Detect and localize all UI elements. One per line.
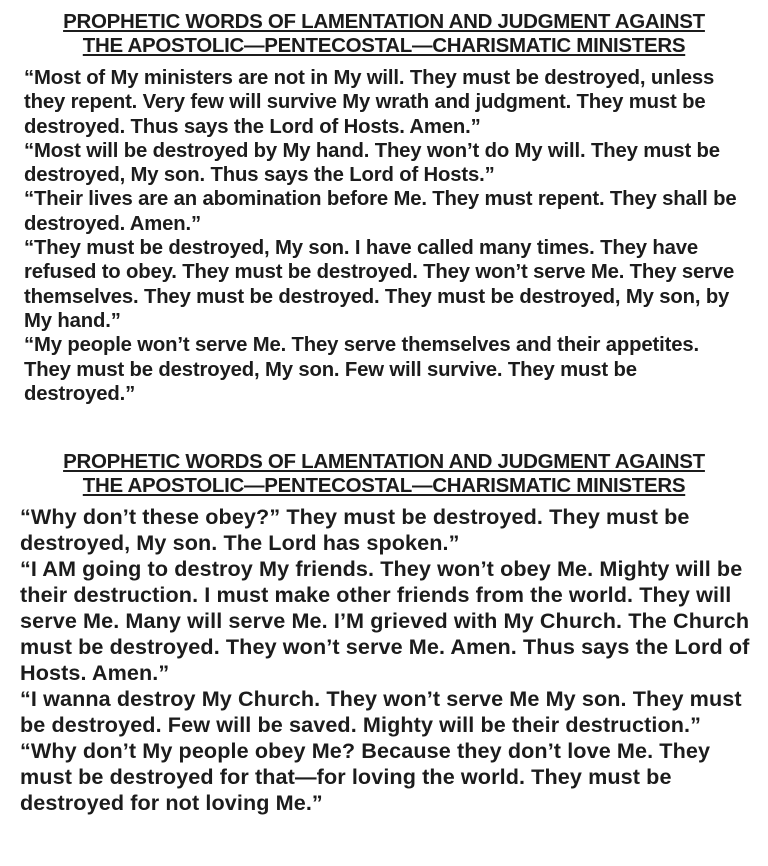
section-1-heading-line-1: PROPHETIC WORDS OF LAMENTATION AND JUDGMENT AGAINST (63, 10, 705, 33)
section-1-heading-line-2: THE APOSTOLIC—PENTECOSTAL—CHARISMATIC MINISTERS (82, 34, 686, 57)
section-1-heading (0, 10, 768, 58)
section-2-paragraph-1: “Why don’t these obey?” They must be destroyed. They must be destroyed, My son. The Lord has spoken.” (20, 504, 690, 555)
section-2-heading-line-2: THE APOSTOLIC—PENTECOSTAL—CHARISMATIC MINISTERS (82, 474, 686, 497)
prophecy-section-2 (0, 450, 768, 816)
section-1-paragraph-2: “Most will be destroyed by My hand. They won’t do My will. They must be destroyed, My son. Thus says the Lord of Hosts.” (24, 139, 720, 187)
section-1-body (0, 66, 768, 406)
section-1-paragraph-5: “My people won’t serve Me. They serve themselves and their appetites. They must be destroyed, My son. Few will survive. They must be destroyed.” (24, 334, 699, 405)
prophecy-section-1 (0, 10, 768, 406)
section-2-heading-line-1: PROPHETIC WORDS OF LAMENTATION AND JUDGMENT AGAINST (63, 450, 705, 473)
section-2-paragraph-4: “Why don’t My people obey Me? Because they don’t love Me. They must be destroyed for that—for loving the world. They must be destroyed for not loving Me.” (20, 738, 711, 815)
section-1-paragraph-3: “Their lives are an abomination before Me. They must repent. They shall be destroyed. Amen.” (24, 188, 737, 235)
section-2-paragraph-2: “I AM going to destroy My friends. They won’t obey Me. Mighty will be their destruction. I must make other friends from the world. They will serve Me. Many will serve Me. I’M grieved with My Church. The Church must be destroyed. They won’t serve Me. Amen. Thus says the Lord of Hosts. Amen.” (20, 556, 750, 685)
section-2-paragraph-3: “I wanna destroy My Church. They won’t serve Me My son. They must be destroyed. Few will be saved. Mighty will be their destruction.” (20, 686, 742, 737)
section-1-paragraph-4: “They must be destroyed, My son. I have called many times. They have refused to obey. They must be destroyed. They won’t serve Me. They serve themselves. They must be destroyed. They must be destroyed, My son, by My hand.” (24, 237, 735, 332)
section-2-heading (0, 450, 768, 498)
section-2-body (0, 504, 768, 816)
section-1-paragraph-1: “Most of My ministers are not in My will. They must be destroyed, unless they repent. Very few will survive My wrath and judgment. They must be destroyed. Thus says the Lord of Hosts. Amen.” (24, 67, 715, 138)
